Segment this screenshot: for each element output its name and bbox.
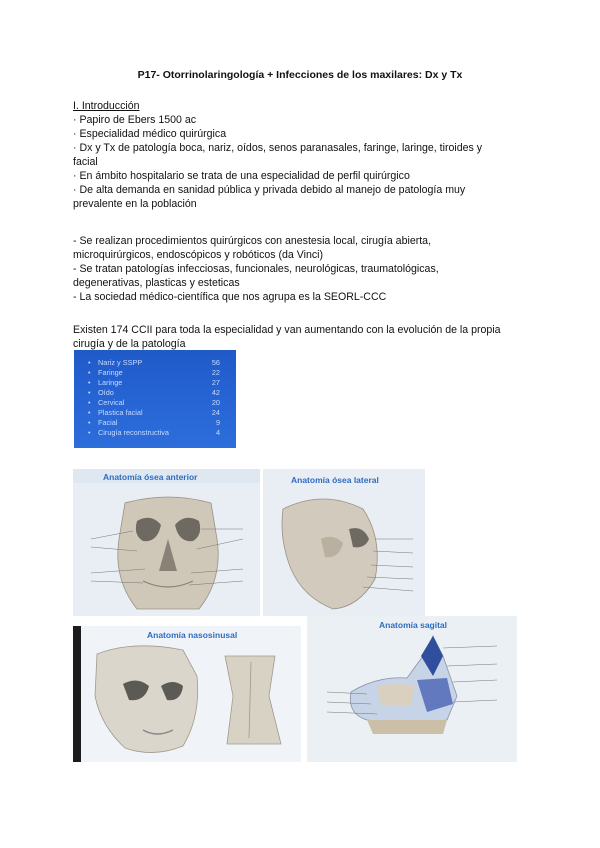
bullet-icon: • <box>88 378 91 387</box>
bullet-icon: • <box>88 428 91 437</box>
specialty-slide <box>74 350 236 448</box>
bullet-icon: • <box>88 388 91 397</box>
row-name: Cervical <box>98 398 125 407</box>
row-value: 9 <box>215 418 220 427</box>
intro-bullet: · De alta demanda en sanidad pública y privada debido al manejo de patología muy <box>73 184 466 196</box>
anatomy-sagital-photo <box>307 616 517 762</box>
intro-bullet: · Especialidad médico quirúrgica <box>73 128 227 140</box>
dash-item: - La sociedad médico-científica que nos agrupa es la SEORL-CCC <box>73 291 387 303</box>
photo-title: Anatomía sagital <box>379 620 448 630</box>
anatomy-nasosinusal-photo <box>73 626 301 762</box>
intro-bullet: · Dx y Tx de patología boca, nariz, oídos, senos paranasales, faringe, laringe, tiroides y <box>73 142 483 154</box>
row-name: Laringe <box>98 378 123 387</box>
dash-item: - Se realizan procedimientos quirúrgicos con anestesia local, cirugía abierta, <box>73 235 432 247</box>
bullet-icon: • <box>88 398 91 407</box>
photo-title: Anatomía ósea anterior <box>103 472 198 482</box>
row-name: Facial <box>98 418 118 427</box>
row-name: Plastica facial <box>98 408 143 417</box>
intro-section <box>73 99 533 211</box>
anatomy-lateral-photo <box>263 469 425 616</box>
skull-nasosinusal-illustration <box>73 626 301 762</box>
row-name: Cirugía reconstructiva <box>98 428 169 437</box>
anatomy-anterior-photo <box>73 469 260 616</box>
skull-lateral-illustration <box>263 469 425 616</box>
section-heading: I. Introducción <box>73 100 140 112</box>
row-value: 56 <box>211 358 220 367</box>
bullet-icon: • <box>88 368 91 377</box>
dash-item: degenerativas, plasticas y esteticas <box>73 277 240 289</box>
photo-title: Anatomía ósea lateral <box>291 475 379 485</box>
row-value: 24 <box>211 408 220 417</box>
dash-item: - Se tratan patologías infecciosas, funcionales, neurológicas, traumatológicas, <box>73 263 439 275</box>
photo-title: Anatomía nasosinusal <box>147 630 238 640</box>
skull-anterior-illustration <box>73 469 260 616</box>
bullet-icon: • <box>88 418 91 427</box>
row-name: Faringe <box>98 368 123 377</box>
page-title: P17- Otorrinolaringología + Infecciones de los maxilares: Dx y Tx <box>137 69 463 81</box>
bullet-icon: • <box>88 358 91 367</box>
row-value: 20 <box>211 398 220 407</box>
bullet-icon: • <box>88 408 91 417</box>
dash-item: microquirúrgicos, endoscópicos y robóticos (da Vinci) <box>73 249 324 261</box>
dash-list <box>73 234 533 304</box>
intro-bullet: · Papiro de Ebers 1500 ac <box>73 114 197 126</box>
skull-sagital-illustration <box>307 616 517 762</box>
intro-bullet: prevalente en la población <box>73 198 197 210</box>
paragraph-line: Existen 174 CCII para toda la especialidad y van aumentando con la evolución de la propia <box>73 324 501 336</box>
intro-bullet: facial <box>73 156 98 168</box>
row-name: Nariz y SSPP <box>98 358 143 367</box>
row-value: 27 <box>211 378 220 387</box>
row-value: 22 <box>211 368 220 377</box>
intro-bullet: · En ámbito hospitalario se trata de una especialidad de perfil quirúrgico <box>73 170 410 182</box>
row-value: 4 <box>215 428 220 437</box>
paragraph <box>73 323 533 351</box>
row-value: 42 <box>211 388 220 397</box>
row-name: Oído <box>98 388 114 397</box>
paragraph-line: cirugía y de la patología <box>73 338 186 350</box>
